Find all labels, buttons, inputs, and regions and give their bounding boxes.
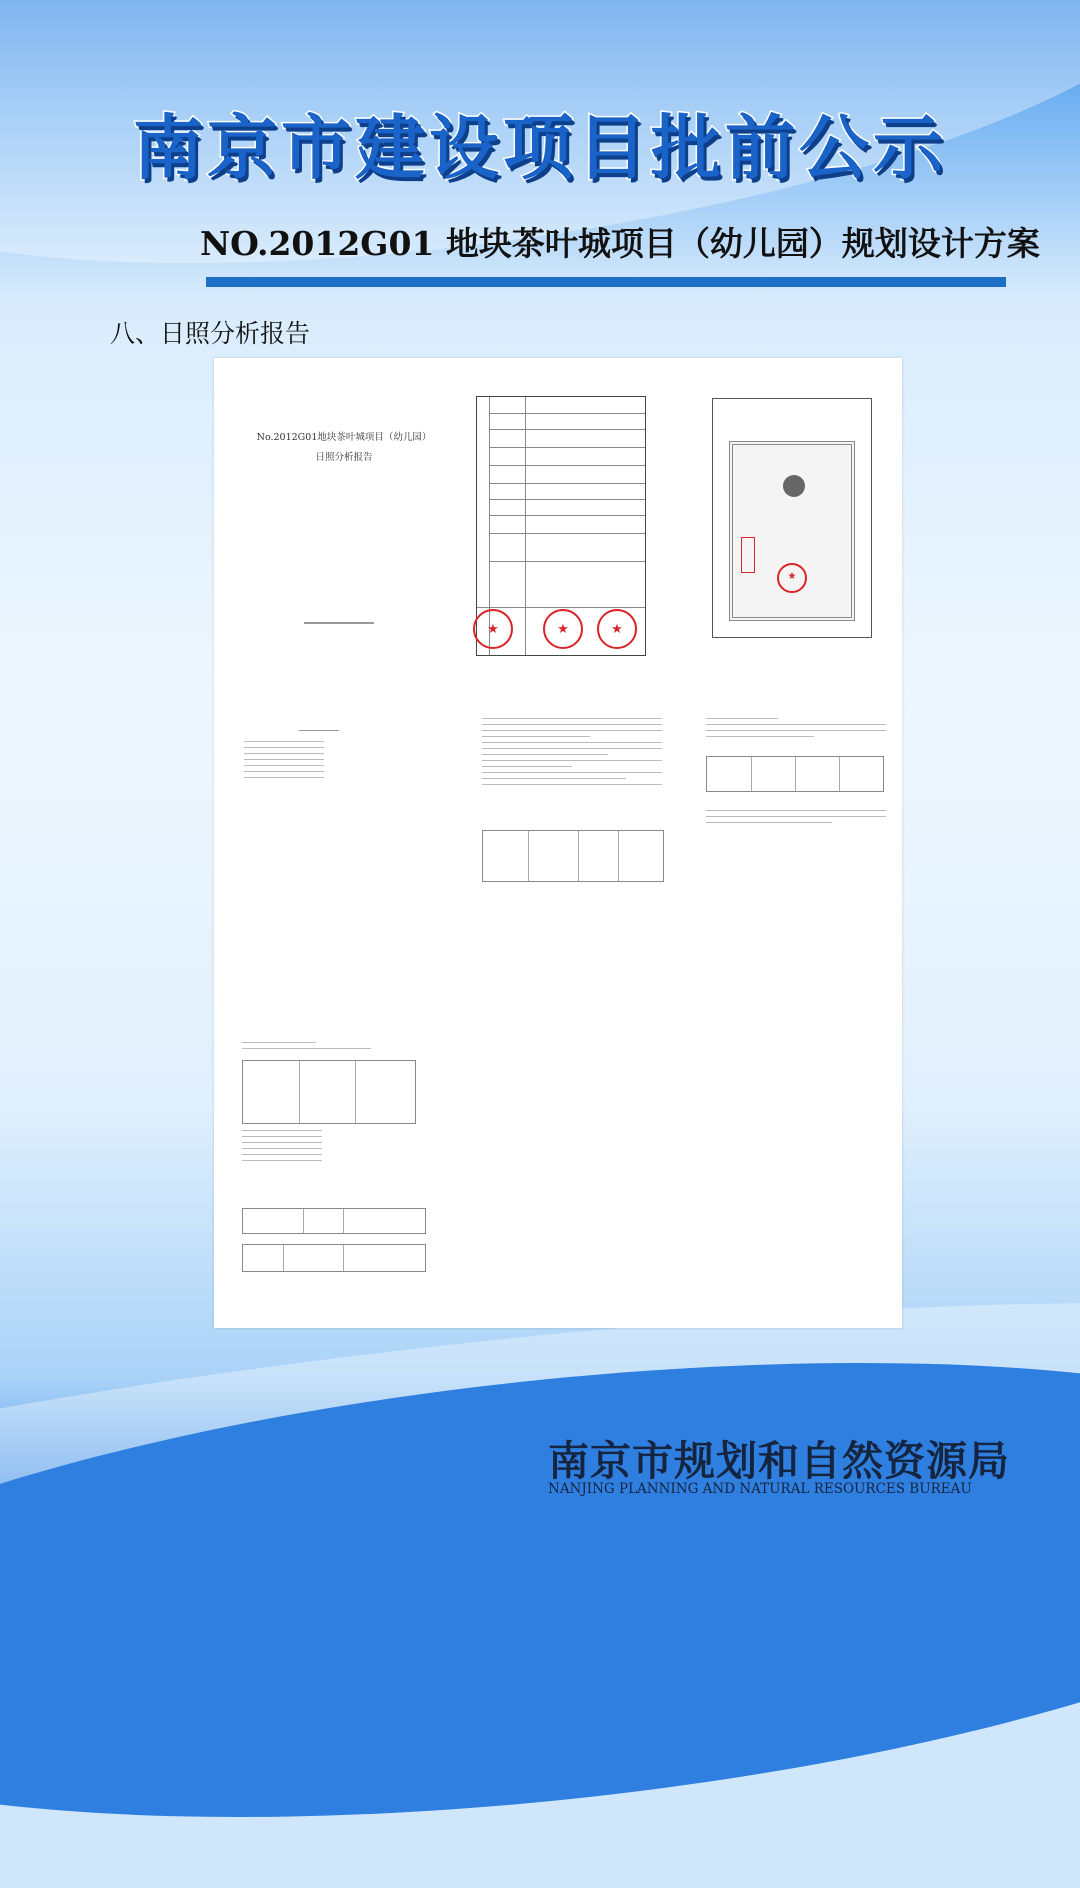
red-seal-stamp: ★ (543, 609, 583, 649)
body-table (482, 830, 664, 882)
table-column (355, 1061, 356, 1123)
form-row (489, 533, 645, 534)
report-info-form (476, 396, 646, 656)
data-table-3 (242, 1244, 426, 1272)
certificate-emblem (783, 475, 805, 497)
report-analysis-page (706, 718, 886, 742)
bureau-name-cn: 南京市规划和自然资源局 (548, 1437, 1010, 1485)
data-page-list-lines (242, 1130, 322, 1166)
form-row (489, 483, 645, 484)
toc-lines (244, 741, 324, 778)
toc-heading (299, 730, 339, 731)
form-divider (525, 397, 526, 655)
bureau-name-en: NANJING PLANNING AND NATURAL RESOURCES BUREAU (548, 1481, 972, 1497)
table-column (618, 831, 619, 881)
analysis-table (706, 756, 884, 792)
table-column (839, 757, 840, 791)
project-subtitle: NO.2012G01 地块茶叶城项目（幼儿园）规划设计方案 (200, 224, 1040, 263)
data-table-1 (242, 1060, 416, 1124)
table-column (283, 1245, 284, 1271)
form-row (477, 607, 645, 608)
table-column (303, 1209, 304, 1233)
table-column (578, 831, 579, 881)
title-divider (206, 277, 1006, 287)
page-title: 南京市建设项目批前公示 (133, 106, 947, 189)
report-document-scan (214, 358, 902, 1328)
report-data-page (242, 1042, 426, 1054)
table-column (528, 831, 529, 881)
section-title: 八、日照分析报告 (110, 319, 311, 348)
table-column (795, 757, 796, 791)
certificate-frame (729, 441, 855, 621)
body-text-lines (482, 718, 662, 785)
table-column (343, 1209, 344, 1233)
qualification-certificate-scan (712, 398, 872, 638)
table-column (299, 1061, 300, 1123)
analysis-notes-lines (706, 810, 886, 828)
form-row (489, 447, 645, 448)
form-row (489, 429, 645, 430)
table-column (751, 757, 752, 791)
red-seal-stamp: ★ (777, 563, 807, 593)
table-column (343, 1245, 344, 1271)
data-table-2 (242, 1208, 426, 1234)
form-row (489, 465, 645, 466)
report-cover-title (254, 428, 434, 468)
report-body-page (482, 718, 662, 790)
certificate-stamp-box (741, 537, 755, 573)
red-seal-stamp: ★ (473, 609, 513, 649)
report-cover-title-line1: No.2012G01地块茶叶城项目（幼儿园） (256, 432, 432, 443)
analysis-text-lines (706, 718, 886, 737)
report-cover-date-placeholder (304, 622, 374, 624)
report-cover-title-line2: 日照分析报告 (315, 452, 373, 463)
form-row (489, 561, 645, 562)
report-toc-page (244, 730, 394, 783)
form-row (489, 515, 645, 516)
red-seal-stamp: ★ (597, 609, 637, 649)
form-row (489, 499, 645, 500)
form-row (489, 413, 645, 414)
data-page-text-lines (242, 1042, 426, 1049)
